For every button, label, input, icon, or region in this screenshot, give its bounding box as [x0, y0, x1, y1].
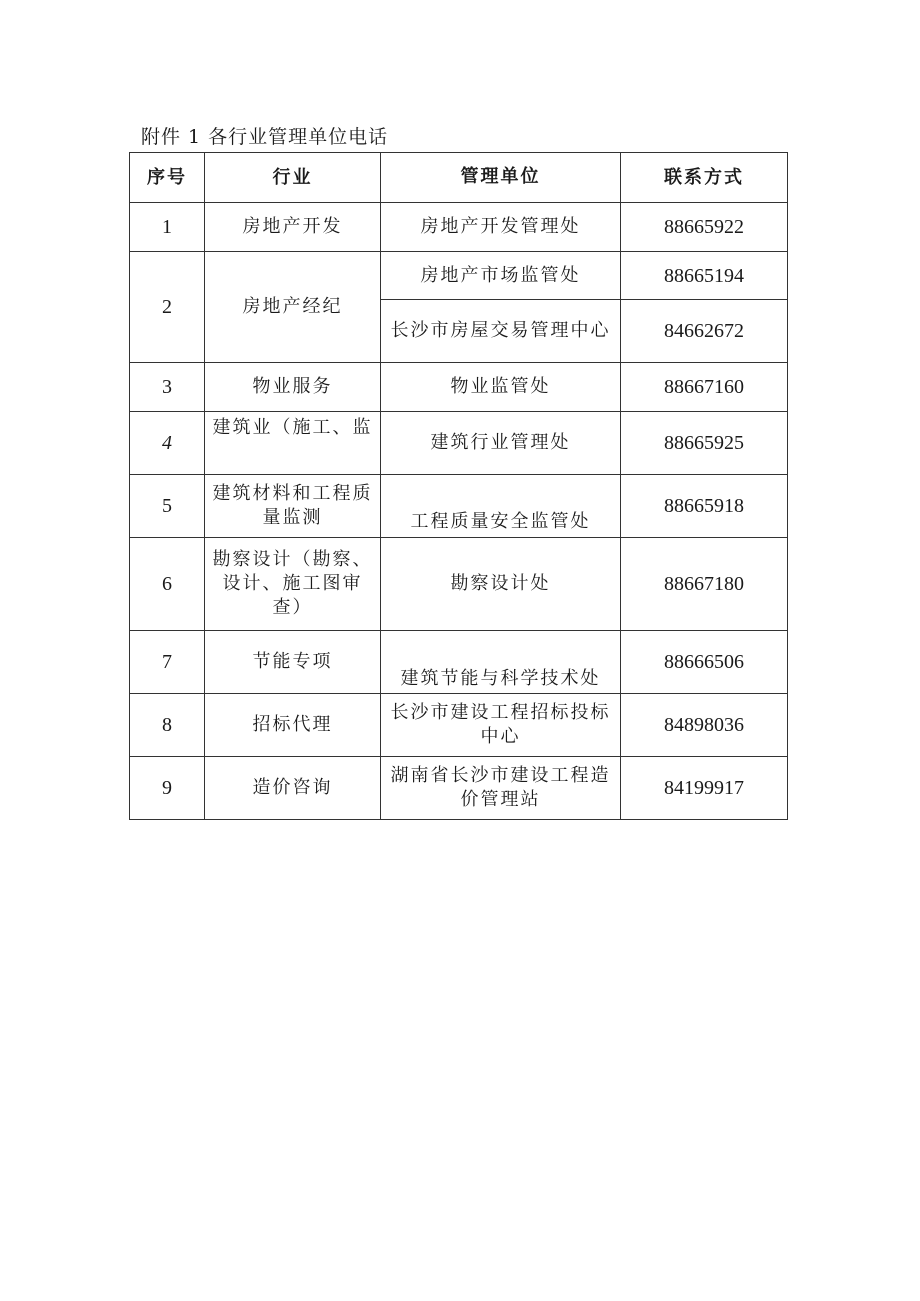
header-industry: 行业 [205, 153, 381, 203]
row-industry: 物业服务 [205, 363, 381, 412]
row-index: 1 [130, 203, 205, 252]
row-unit: 房地产市场监管处 [381, 252, 621, 300]
header-contact: 联系方式 [621, 153, 788, 203]
row-index: 2 [130, 252, 205, 363]
row-unit: 长沙市建设工程招标投标中心 [381, 694, 621, 757]
row-index: 5 [130, 475, 205, 538]
row-index: 3 [130, 363, 205, 412]
row-index: 6 [130, 538, 205, 631]
contacts-table [129, 152, 788, 820]
table-row [130, 252, 788, 300]
row-phone: 88665925 [621, 412, 788, 475]
table-row [130, 475, 788, 538]
row-industry: 房地产经纪 [205, 252, 381, 363]
row-unit: 工程质量安全监管处 [381, 475, 621, 538]
table-row [130, 363, 788, 412]
row-industry: 勘察设计（勘察、设计、施工图审查） [205, 538, 381, 631]
table-row [130, 631, 788, 694]
table-row [130, 694, 788, 757]
header-index: 序号 [130, 153, 205, 203]
row-unit: 物业监管处 [381, 363, 621, 412]
row-unit: 勘察设计处 [381, 538, 621, 631]
row-unit: 建筑行业管理处 [381, 412, 621, 475]
row-phone: 88665918 [621, 475, 788, 538]
document-title: 附件 1 各行业管理单位电话 [141, 126, 389, 148]
row-phone: 88667180 [621, 538, 788, 631]
row-industry: 建筑材料和工程质量监测 [205, 475, 381, 538]
row-phone: 88667160 [621, 363, 788, 412]
table-row [130, 412, 788, 475]
row-unit: 房地产开发管理处 [381, 203, 621, 252]
row-industry: 招标代理 [205, 694, 381, 757]
row-phone: 88665922 [621, 203, 788, 252]
row-unit: 长沙市房屋交易管理中心 [381, 300, 621, 363]
row-industry: 房地产开发 [205, 203, 381, 252]
row-index: 8 [130, 694, 205, 757]
row-index: 4 [130, 412, 205, 475]
row-index: 9 [130, 757, 205, 820]
row-phone: 84898036 [621, 694, 788, 757]
header-unit: 管理单位 [381, 153, 621, 203]
row-industry: 节能专项 [205, 631, 381, 694]
row-phone: 88666506 [621, 631, 788, 694]
table-row [130, 757, 788, 820]
row-unit: 建筑节能与科学技术处 [381, 631, 621, 694]
row-index: 7 [130, 631, 205, 694]
table-row [130, 203, 788, 252]
row-phone: 84662672 [621, 300, 788, 363]
table-header-row [130, 153, 788, 203]
row-phone: 84199917 [621, 757, 788, 820]
row-industry: 造价咨询 [205, 757, 381, 820]
table-row [130, 538, 788, 631]
row-phone: 88665194 [621, 252, 788, 300]
row-industry: 建筑业（施工、监 [205, 412, 381, 475]
row-unit: 湖南省长沙市建设工程造价管理站 [381, 757, 621, 820]
